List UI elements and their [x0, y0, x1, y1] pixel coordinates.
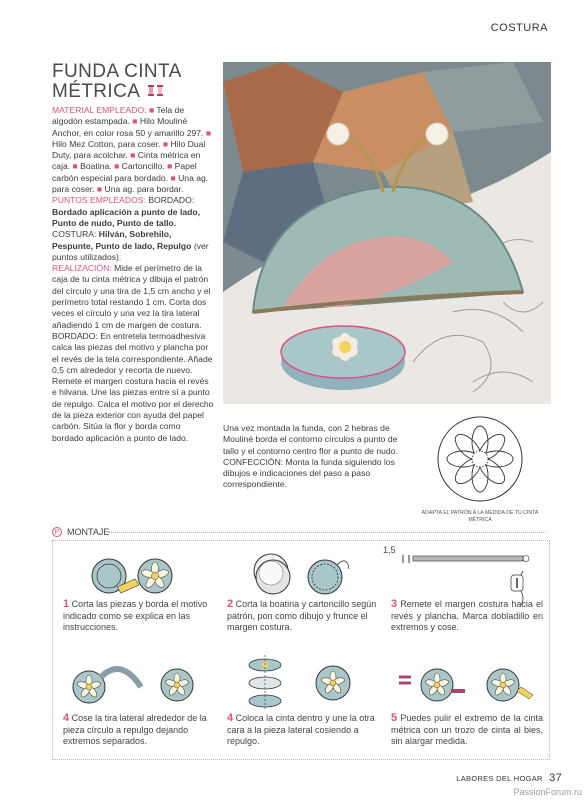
step4-illustration	[65, 659, 215, 709]
page-footer	[456, 772, 562, 784]
step-text: Puedes pulir el extremo de la cinta métrica con un trozo de cinta al bies, sin alargar medida.	[391, 713, 543, 746]
material-item: Hilo Dual Duty, para acolchar.	[52, 138, 206, 161]
montaje-header	[52, 527, 109, 537]
material-item: Hilo Mouliné Anchor, en color rosa 50 y amarillo 297.	[52, 116, 204, 138]
step-2	[227, 599, 377, 634]
assembly-text	[223, 423, 403, 491]
title-line-1: FUNDA CINTA	[52, 61, 182, 82]
material-item: Papel carbón especial para bordado.	[52, 161, 197, 183]
step-number: 4	[63, 712, 70, 724]
material-label: MATERIAL EMPLEADO:	[52, 105, 147, 115]
material-item: Cartoncillo.	[121, 161, 165, 172]
puntos-costura: Hilván, Sobrehilo, Pespunte, Punto de lado, Repulgo	[52, 229, 192, 251]
realizacion-text: Mide el perímetro de la caja de tu cinta métrica y dibuja el patrón del círculo y una tira de 1,5 cm ancho y el perímetro total restando 1 cm. Corta dos veces el círculo y una vez la tira lateral añadiendo 1 cm de margen de costura.	[52, 263, 211, 330]
flower-pattern-drawing	[420, 415, 540, 503]
montaje-badge: P	[52, 527, 62, 537]
page-title	[52, 62, 212, 102]
instructions-column	[52, 105, 214, 444]
material-item: Cinta métrica en caja.	[52, 150, 201, 172]
step-4	[63, 713, 219, 748]
realizacion-label: REALIZACIÓN:	[52, 263, 112, 274]
step-text: Corta las piezas y borda el motivo indicado como se explica en las instrucciones.	[63, 599, 208, 632]
material-item: Tela de algodón estampada.	[52, 105, 185, 127]
confeccion-label: CONFECCIÓN:	[223, 456, 284, 467]
magazine-name: LABORES DEL HOGAR	[456, 774, 543, 783]
step-3	[391, 599, 543, 634]
section-tag: COSTURA	[490, 22, 548, 34]
step-text: Remete el margen costura hacia el revés y plancha. Marca dobladillo en extremos y cose.	[391, 599, 543, 632]
step-text: Cose la tira lateral alrededor de la pieza círculo a repulgo dejando extremos separados.	[63, 713, 207, 746]
material-paragraph: MATERIAL EMPLEADO: ■ Tela de algodón estampada. ■ Hilo Mouliné Anchor, en color rosa 50 y amarillo 297. ■ Hilo Mez Cotton, para coser. ■ Hilo Dual Duty, para acolchar. ■ Cinta métrica en caja. ■ Boatina. ■ Cartoncillo. ■ Papel carbón especial para bordado. ■ Una ag. para coser. ■ Una ag. para bordar.	[52, 105, 212, 195]
puntos-costura-tail: (ver puntos utilizados).	[52, 240, 209, 262]
step4b-illustration	[233, 653, 373, 713]
page-number: 37	[549, 772, 562, 784]
material-item: Una ag. para bordar.	[104, 184, 184, 195]
step-text: Coloca la cinta dentro y une la otra cara a la pieza lateral cosiendo a repulgo.	[227, 713, 375, 746]
step-number: 1	[63, 598, 70, 610]
step-number: 2	[227, 598, 234, 610]
step3-illustration	[383, 549, 543, 605]
step-4b	[227, 713, 381, 748]
step-text: Corta la boatina y cartoncillo según patrón, pon como dibujo y frunce el margen costura.	[227, 599, 377, 632]
puntos-costura-label: COSTURA:	[52, 229, 97, 240]
puntos-bordado: Bordado aplicación a punto de lado, Punto de nudo, Punto de tallo.	[52, 206, 201, 228]
puntos-bordado-label: BORDADO:	[148, 195, 195, 206]
material-item: Una ag. para coser.	[52, 172, 209, 195]
realizacion-paragraph	[52, 263, 214, 331]
bordado-label: BORDADO:	[52, 330, 98, 341]
material-item: Boatina.	[80, 161, 112, 172]
bordado-text: En entretela termoadhesiva calca las piezas del motivo y plancha por el revés de la tela correspondiente. Añade 0,5 cm alrededor y recorta de nuevo. Remete el margen costura hacia el revés e hilvana. Une las piezas entre sí a punto de repulgo. Calca el motivo por el derecho de la pieza exterior con ayuda del papel carbón. Sitúa la flor y borda como bordado aplicación a punto de lado.	[52, 330, 214, 443]
material-item: Hilo Mez Cotton, para coser.	[52, 138, 161, 149]
watermark: PassionForum.ru	[513, 787, 582, 797]
step-number: 3	[391, 598, 398, 610]
assembly-paragraph: Una vez montada la funda, con 2 hebras de Mouliné borda el contorno círculos a punto de tallo y el contorno centro flor a punto de nudo.	[223, 423, 398, 456]
puntos-label: PUNTOS EMPLEADOS:	[52, 195, 146, 206]
step-5	[391, 713, 543, 748]
thread-spools-icon	[147, 82, 165, 102]
montaje-title: MONTAJE	[67, 527, 110, 537]
step-1	[63, 599, 211, 634]
step-number: 4	[227, 712, 234, 724]
step5-illustration	[395, 659, 545, 709]
bordado-paragraph	[52, 331, 214, 444]
pattern-caption: ADAPTA EL PATRÓN A LA MEDIDA DE TU CINTA MÉTRICA	[421, 510, 539, 523]
title-line-2: MÉTRICA	[52, 81, 140, 103]
divider	[108, 532, 546, 533]
montaje-steps	[52, 540, 550, 760]
step2-illustration	[243, 549, 353, 605]
puntos-paragraph	[52, 195, 214, 263]
step1-illustration	[87, 551, 197, 601]
product-photo	[223, 62, 551, 404]
step-number: 5	[391, 712, 398, 724]
measure-label: 1,5	[383, 545, 396, 555]
flower-pattern	[420, 415, 540, 523]
confeccion-text: Monta la funda siguiendo los dibujos e indicaciones del paso a paso correspondiente.	[223, 456, 395, 490]
